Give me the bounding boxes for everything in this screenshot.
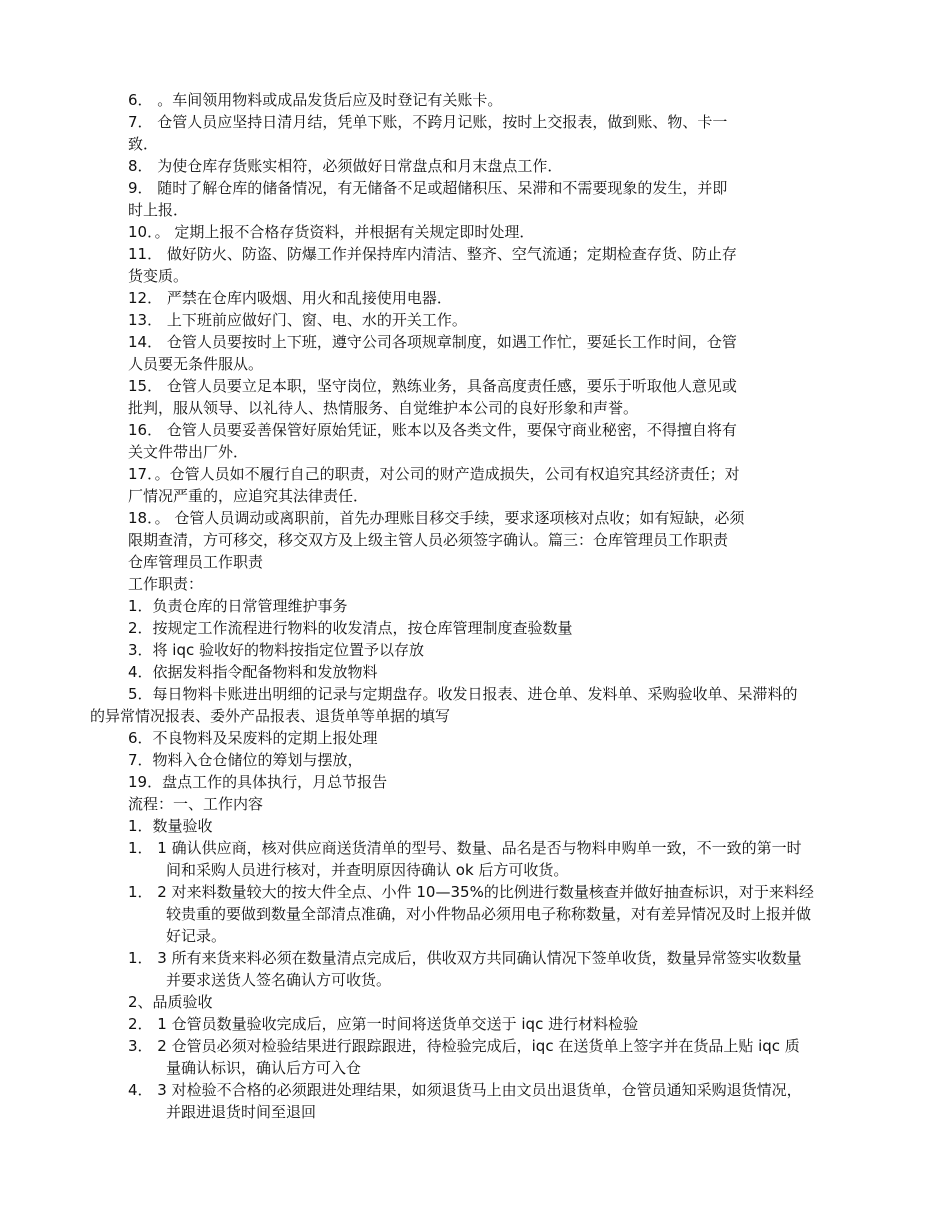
duty-3: 3．将 iqc 验收好的物料按指定位置予以存放 (128, 641, 425, 659)
quantity-check-heading: 1．数量验收 (128, 817, 213, 835)
quality-item-3: 4． 3 对检验不合格的必须跟进处理结果，如须退货马上由文员出退货单，仓管员通知采购退货情况， (128, 1081, 802, 1099)
rule-12: 12． 严禁在仓库内吸烟、用火和乱接使用电器． (128, 289, 452, 307)
rule-18: 18．。 仓管人员调动或离职前，首先办理账目移交手续，要求逐项核对点收；如有短缺，必须 (128, 509, 745, 527)
qty-item-2-cont2: 好记录。 (166, 927, 227, 945)
rule-14: 14． 仓管人员要按时上下班，遵守公司各项规章制度，如遇工作忙，要延长工作时间，仓管 (128, 333, 737, 351)
duty-4: 4．依据发料指令配备物料和发放物料 (128, 663, 378, 681)
rule-16-cont: 关文件带出厂外． (128, 443, 249, 461)
quality-item-2-cont: 量确认标识，确认后方可入仓 (166, 1059, 362, 1077)
quality-item-2: 3． 2 仓管员必须对检验结果进行跟踪跟进，待检验完成后，iqc 在送货单上签字并在货品上贴 iqc 质 (128, 1037, 800, 1055)
rule-9-cont: 时上报． (128, 201, 189, 219)
rule-15-cont: 批判，服从领导、以礼待人、热情服务、自觉维护本公司的良好形象和声誉。 (128, 399, 639, 417)
duty-6: 6．不良物料及呆废料的定期上报处理 (128, 729, 378, 747)
qty-item-3-cont: 并要求送货人签名确认方可收货。 (166, 971, 392, 989)
rule-18-cont: 限期查清，方可移交，移交双方及上级主管人员必须签字确认。篇三：仓库管理员工作职责 (128, 531, 729, 549)
rule-6: 6． 。车间领用物料或成品发货后应及时登记有关账卡。 (128, 91, 503, 109)
qty-item-3: 1． 3 所有来货来料必须在数量清点完成后，供收双方共同确认情况下签单收货，数量异常签实收数量 (128, 949, 802, 967)
process-heading: 流程：一、工作内容 (128, 795, 264, 813)
rule-17: 17．。仓管人员如不履行自己的职责，对公司的财产造成损失，公司有权追究其经济责任；对 (128, 465, 740, 483)
rule-9: 9． 随时了解仓库的储备情况，有无储备不足或超储积压、呆滞和不需要现象的发生，并即 (128, 179, 728, 197)
duty-7: 7．物料入仓仓储位的筹划与摆放， (128, 751, 363, 769)
rule-15: 15． 仓管人员要立足本职，坚守岗位，熟练业务，具备高度责任感，要乐于听取他人意见或 (128, 377, 737, 395)
rule-14-cont: 人员要无条件服从。 (128, 355, 264, 373)
qty-item-2: 1． 2 对来料数量较大的按大件全点、小件 10—35%的比例进行数量核查并做好抽查标识，对于来料经 (128, 883, 814, 901)
rule-16: 16． 仓管人员要妥善保管好原始凭证，账本以及各类文件，要保守商业秘密，不得擅自将有 (128, 421, 737, 439)
qty-item-1-cont: 间和采购人员进行核对，并查明原因待确认 ok 后方可收货。 (166, 861, 569, 879)
qty-item-1: 1． 1 确认供应商，核对供应商送货清单的型号、数量、品名是否与物料申购单一致，不一致的第一时 (128, 839, 802, 857)
section-title: 仓库管理员工作职责 (128, 553, 264, 571)
rule-7: 7． 仓管人员应坚持日清月结，凭单下账，不跨月记账，按时上交报表，做到账、物、卡一 (128, 113, 728, 131)
qty-item-2-cont: 较贵重的要做到数量全部清点准确，对小件物品必须用电子称称数量，对有差异情况及时上报并做 (166, 905, 812, 923)
quality-item-3-cont: 并跟进退货时间至退回 (166, 1103, 317, 1121)
rule-8: 8． 为使仓库存货账实相符，必须做好日常盘点和月末盘点工作． (128, 157, 563, 175)
quality-item-1: 2． 1 仓管员数量验收完成后，应第一时间将送货单交送于 iqc 进行材料检验 (128, 1015, 639, 1033)
rule-11-cont: 货变质。 (128, 267, 189, 285)
duty-1: 1．负责仓库的日常管理维护事务 (128, 597, 348, 615)
rule-13: 13． 上下班前应做好门、窗、电、水的开关工作。 (128, 311, 467, 329)
duty-5: 5．每日物料卡账进出明细的记录与定期盘存。收发日报表、进仓单、发料单、采购验收单、呆滞料的 (128, 685, 798, 703)
duties-heading: 工作职责： (128, 575, 204, 593)
rule-11: 11． 做好防火、防盗、防爆工作并保持库内清洁、整齐、空气流通；定期检查存货、防止存 (128, 245, 737, 263)
quality-check-heading: 2、品质验收 (128, 993, 213, 1011)
rule-17-cont: 厂情况严重的，应追究其法律责任． (128, 487, 369, 505)
rule-7-cont: 致． (128, 135, 159, 153)
rule-10: 10．。 定期上报不合格存货资料，并根据有关规定即时处理． (128, 223, 535, 241)
duty-5-cont: 的异常情况报表、委外产品报表、退货单等单据的填写 (90, 707, 451, 725)
duty-2: 2．按规定工作流程进行物料的收发清点，按仓库管理制度查验数量 (128, 619, 573, 637)
duty-19: 19．盘点工作的具体执行，月总节报告 (128, 773, 388, 791)
